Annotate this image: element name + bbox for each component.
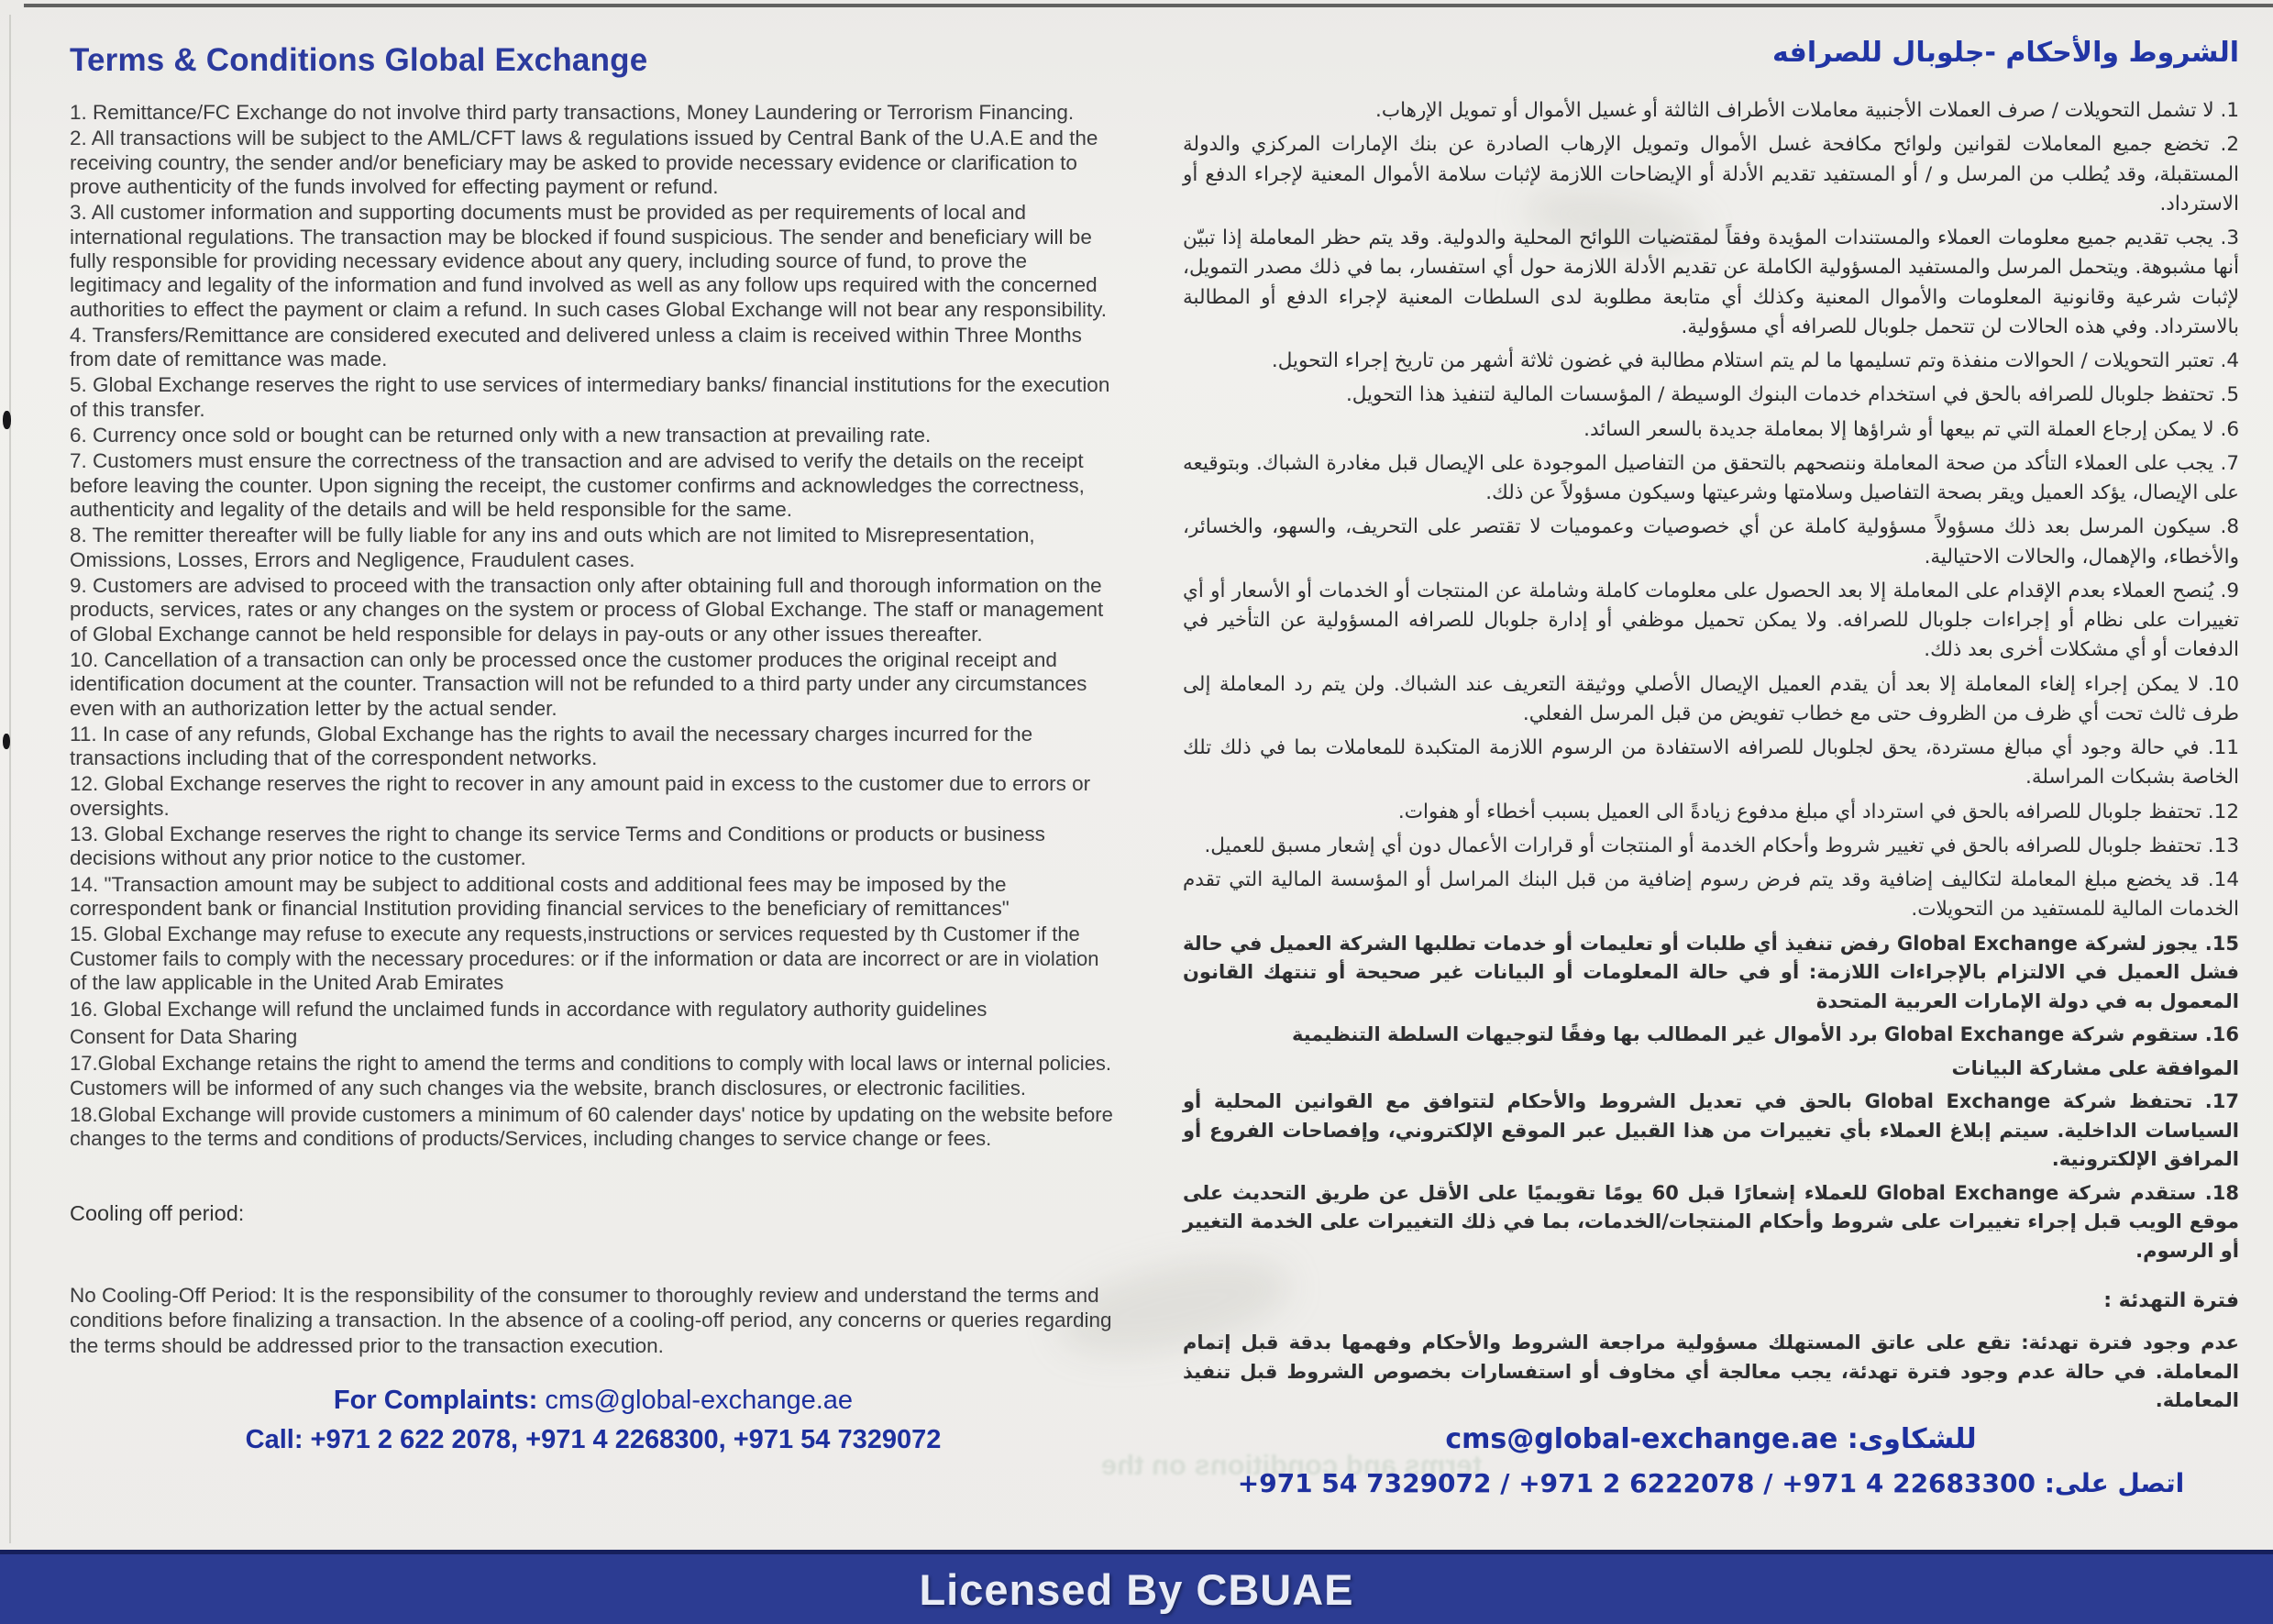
- terms-item-ar: 17. تحتفظ شركة Global Exchange بالحق في تعديل الشروط والأحكام لتتوافق مع القوانين المحلية أو السياسات الداخلية. سيتم إبلاغ العملاء بأي تغييرات من هذا القبيل عبر الموقع الإلكتروني، وإفصاحات الفروع أو المرافق الإلكترونية.: [1183, 1090, 2239, 1170]
- terms-item-ar: 7. يجب على العملاء التأكد من صحة المعاملة وننصحهم بالتحقق من التفاصيل الموجودة على الإيصال قبل مغادرة الشباك. وبتوقيعه على الإيصال، يؤكد العميل ويقر بصحة التفاصيل وسلامتها وشرعيتها وسيكون مسؤولاً عن ذلك.: [1183, 451, 2239, 504]
- scan-left-edge-line: [9, 15, 11, 1543]
- call-line: Call: +971 2 622 2078, +971 4 2268300, +971 54 7329072: [245, 1425, 942, 1455]
- terms-item-ar: 16. ستقوم شركة Global Exchange برد الأموال غير المطالب بها وفقًا لتوجيهات السلطة التنظيمية: [1292, 1023, 2239, 1045]
- terms-item: 11. In case of any refunds, Global Exchange has the rights to avail the necessary charges incurred for the transactions including that of the correspondent networks.: [70, 722, 1033, 770]
- license-banner-text: Licensed By CBUAE: [919, 1564, 1354, 1614]
- terms-item: 7. Customers must ensure the correctness of the transaction and are advised to verify the details on the receipt before leaving the counter. Upon signing the receipt, the customer confirms and acknowledges the correctness, authenticity and legality of the details and will be held responsible for the same.: [70, 449, 1085, 521]
- arabic-terms-list-alt: [1183, 930, 2239, 1266]
- call-line-ar: [1183, 1468, 2239, 1498]
- terms-item: 14. "Transaction amount may be subject to additional costs and additional fees may be imposed by the correspondent bank or financial Institution providing financial services to the beneficiary of remittances": [70, 872, 1010, 920]
- terms-item: Consent for Data Sharing: [70, 1024, 298, 1048]
- arabic-title: الشروط والأحكام -جلوبال للصرافه: [1771, 37, 2239, 69]
- cooling-off-heading-ar: فترة التهدئة :: [2103, 1289, 2239, 1312]
- terms-item: 10. Cancellation of a transaction can only be processed once the customer produces the original receipt and identification document at the counter. Transaction will not be refunded to a third party under any circumstances even with an authorization letter by the actual sender.: [70, 647, 1087, 720]
- terms-item-ar: 14. قد يخضع مبلغ المعاملة لتكاليف إضافية وقد يتم فرض رسوم إضافية من قبل البنك المراسل أو المؤسسة المالية التي تقدم الخدمات المالية للمستفيد من التحويلات.: [1183, 868, 2239, 922]
- complaints-label: For Complaints:: [333, 1386, 538, 1416]
- cooling-off-heading: Cooling off period:: [70, 1200, 245, 1225]
- terms-item-ar: الموافقة على مشاركة البيانات: [1951, 1056, 2239, 1079]
- terms-item: 16. Global Exchange will refund the unclaimed funds in accordance with regulatory authority guidelines: [70, 998, 988, 1022]
- terms-item: 4. Transfers/Remittance are considered executed and delivered unless a claim is received within Three Months from date of remittance was made.: [70, 323, 1082, 371]
- terms-item-ar: 10. لا يمكن إجراء إلغاء المعاملة إلا بعد أن يقدم العميل الإيصال الأصلي ووثيقة التعريف عند الشباك. ولن يتم رد المعاملة إلى طرف ثالث تحت أي ظرف من الظروف حتى مع خطاب تفويض من قبل المرسل الفعلي.: [1183, 672, 2239, 725]
- english-terms-list-alt: [70, 922, 1117, 1152]
- terms-item-ar: 2. تخضع جميع المعاملات لقوانين ولوائح مكافحة غسل الأموال وتمويل الإرهاب الصادرة عن بنك الإمارات المركزي والدولة المستقبلة، وقد يُطلب من المرسل و / أو المستفيد تقديم الأدلة أو الإيضاحات اللازمة لإثبات سلامة الأموال المعنية لإجراء الدفع أو الاسترداد.: [1183, 133, 2239, 215]
- terms-item-ar: 1. لا تشمل التحويلات / صرف العملات الأجنبية معاملات الأطراف الثالثة أو غسيل الأموال أو تمويل الإرهاب.: [1375, 99, 2239, 122]
- terms-item-ar: 4. تعتبر التحويلات / الحوالات منفذة وتم تسليمها ما لم يتم استلام مطالبة في غضون ثلاثة أشهر من تاريخ إجراء التحويل.: [1271, 349, 2239, 372]
- arabic-contact-footer: [1183, 1423, 2239, 1498]
- terms-item: 13. Global Exchange reserves the right to change its service Terms and Conditions or products or business decisions without any prior notice to the customer.: [70, 823, 1045, 870]
- english-contact-footer: [70, 1386, 1117, 1455]
- terms-item-ar: 12. تحتفظ جلوبال للصرافه بالحق في استرداد أي مبلغ مدفوع زيادةً الى العميل بسبب أخطاء أو هفوات.: [1397, 800, 2239, 823]
- complaints-email-ar: cms@global-exchange.ae: [1445, 1422, 1838, 1455]
- terms-item: 9. Customers are advised to proceed with the transaction only after obtaining full and thorough information on the products, services, rates or any changes on the system or process of Global Exchange. The staff or management of Global Exchange cannot be held responsible for delays in pay-outs or any other issues thereafter.: [70, 573, 1104, 646]
- terms-item: 6. Currency once sold or bought can be returned only with a new transaction at prevailing rate.: [70, 424, 932, 447]
- english-title: Terms & Conditions Global Exchange: [70, 42, 648, 78]
- arabic-column: [1183, 37, 2239, 1498]
- cooling-off-text: No Cooling-Off Period: It is the responsibility of the consumer to thoroughly review and understand the terms and conditions before finalizing a transaction. In the absence of a cooling-off period, any concerns or queries regarding the terms should be addressed prior to the transaction execution.: [70, 1283, 1112, 1357]
- complaints-label-ar: للشكاوى:: [1847, 1422, 1977, 1455]
- terms-item-ar: 15. يجوز لشركة Global Exchange رفض تنفيذ أي طلبات أو تعليمات أو خدمات تطلبها الشركة العميل في حالة فشل العميل في الالتزام بالإجراءات اللازمة: أو في حالة المعلومات أو البيانات غير صحيحة أو تنتهك القانون المعمول به في دولة الإمارات العربية المتحدة: [1183, 932, 2239, 1012]
- complaints-line: [70, 1386, 1117, 1416]
- english-terms-list: [70, 101, 1117, 921]
- terms-item-ar: 3. يجب تقديم جميع معلومات العملاء والمستندات المؤيدة وفقاً لمقتضيات اللوائح المحلية والدولية. وقد يتم حظر المعاملة إذا تبيّن أنها مشبوهة. ويتحمل المرسل والمستفيد المسؤولية الكاملة عن تقديم الأدلة اللازمة حول أي استفسار، بما في ذلك مصدر التمويل، لإثبات شرعية وقانونية المعلومات والأموال المعنية وكذلك أي متابعة مطلوبة لدى السلطات المعنية لإجراء الدفع أو المطالبة بالاسترداد. وفي هذه الحالات لن تتحمل جلوبال للصرافه أي مسؤولية.: [1183, 226, 2239, 338]
- terms-item-ar: 9. يُنصح العملاء بعدم الإقدام على المعاملة إلا بعد الحصول على معلومات كاملة وشاملة عن المنتجات أو الخدمات أو الأسعار أو أي تغييرات على نظام أو إجراءات جلوبال للصرافه. ولا يمكن تحميل موظفي أو إدارة جلوبال للصرافه المسؤولية عن التأخير في الدفعات أو أي مشكلات أخرى بعد ذلك.: [1183, 579, 2239, 662]
- terms-item-ar: 8. سيكون المرسل بعد ذلك مسؤولاً مسؤولية كاملة عن أي خصوصيات وعموميات لا تقتصر على التحريف، والسهو، والخسائر، والأخطاء، والإهمال، والحالات الاحتيالية.: [1183, 515, 2239, 569]
- license-banner: [0, 1550, 2273, 1624]
- english-column: [70, 42, 1117, 1455]
- terms-item: 5. Global Exchange reserves the right to use services of intermediary banks/ financial institutions for the execution of this transfer.: [70, 373, 1110, 421]
- terms-item: 3. All customer information and supporting documents must be provided as per requirements of local and international regulations. The transaction may be blocked if found suspicious. The sender and beneficiary will be fully responsible for providing necessary evidence about any query, including source of fund, to prove the legitimacy and legality of the information and fund involved as well as any follow ups required with the concerned authorities to effect the payment or claim a refund. In such cases Global Exchange will not bear any responsibility.: [70, 201, 1108, 321]
- scan-speck: [3, 411, 11, 429]
- call-numbers-ar: +971 54 7329072 / +971 2 6222078 / +971 4 22683300: [1237, 1467, 2036, 1498]
- complaints-email: cms@global-exchange.ae: [545, 1386, 854, 1416]
- cooling-off-text-ar: عدم وجود فترة تهدئة: تقع على عاتق المستهلك مسؤولية مراجعة الشروط والأحكام وفهمها بدقة قبل إتمام المعاملة. في حالة عدم وجود فترة تهدئة، يجب معالجة أي مخاوف أو استفسارات بخصوص الشروط قبل تنفيذ المعاملة.: [1183, 1331, 2239, 1411]
- terms-item-ar: 11. في حالة وجود أي مبالغ مستردة، يحق لجلوبال للصرافه الاستفادة من الرسوم اللازمة المتكبدة للمعاملات بما في ذلك تلك الخاصة بشبكات المراسلة.: [1183, 736, 2239, 790]
- terms-item: 17.Global Exchange retains the right to amend the terms and conditions to comply with local laws or internal policies. Customers will be informed of any such changes via the website, branch disclosures, or electronic facilities.: [70, 1052, 1112, 1099]
- show-through-ghost-text: terms and conditions on the: [1100, 1449, 1482, 1481]
- arabic-terms-list: [1183, 96, 2239, 925]
- call-label-ar: اتصل على:: [2044, 1467, 2185, 1498]
- terms-item: 8. The remitter thereafter will be fully liable for any ins and outs which are not limited to Misrepresentation, Omissions, Losses, Errors and Negligence, Fraudulent cases.: [70, 524, 1035, 571]
- terms-item-ar: 13. تحتفظ جلوبال للصرافه بالحق في تغيير شروط وأحكام الخدمة أو المنتجات أو قرارات الأعمال دون أي إشعار مسبق للعميل.: [1204, 834, 2239, 857]
- complaints-line-ar: [1183, 1423, 2239, 1455]
- terms-item-ar: 6. لا يمكن إرجاع العملة التي تم بيعها أو شراؤها إلا بمعاملة جديدة بالسعر السائد.: [1583, 417, 2239, 441]
- terms-item: 15. Global Exchange may refuse to execute any requests,instructions or services requested by th Customer if the Customer fails to comply with the necessary procedures: or if the information or data are incorrect or are in violation of the law applicable in the United Arab Emirates: [70, 922, 1099, 995]
- scan-top-edge-line: [24, 4, 2273, 7]
- terms-item: 2. All transactions will be subject to the AML/CFT laws & regulations issued by Central Bank of the U.A.E and the receiving country, the sender and/or beneficiary may be asked to provide necessary evidence or clarification to prove authenticity of the funds involved for effecting payment or refund.: [70, 127, 1098, 198]
- terms-item-ar: 18. ستقدم شركة Global Exchange للعملاء إشعارًا قبل 60 يومًا تقويميًا على الأقل عن طريق التحديث على موقع الويب قبل إجراء تغييرات على شروط وأحكام المنتجات/الخدمات، بما في ذلك التغييرات على الخدمة التغيير أو الرسوم.: [1183, 1181, 2240, 1262]
- terms-item: 12. Global Exchange reserves the right to recover in any amount paid in excess to the customer due to errors or oversights.: [70, 772, 1091, 820]
- scan-speck: [3, 734, 10, 749]
- terms-item: 1. Remittance/FC Exchange do not involve third party transactions, Money Laundering or Terrorism Financing.: [70, 101, 1075, 124]
- terms-item: 18.Global Exchange will provide customers a minimum of 60 calender days' notice by updating on the website before changes to the terms and conditions of products/Services, including changes to service change or fees.: [70, 1103, 1113, 1151]
- terms-item-ar: 5. تحتفظ جلوبال للصرافه بالحق في استخدام خدمات البنوك الوسيطة / المؤسسات المالية لتنفيذ هذا التحويل.: [1345, 383, 2239, 407]
